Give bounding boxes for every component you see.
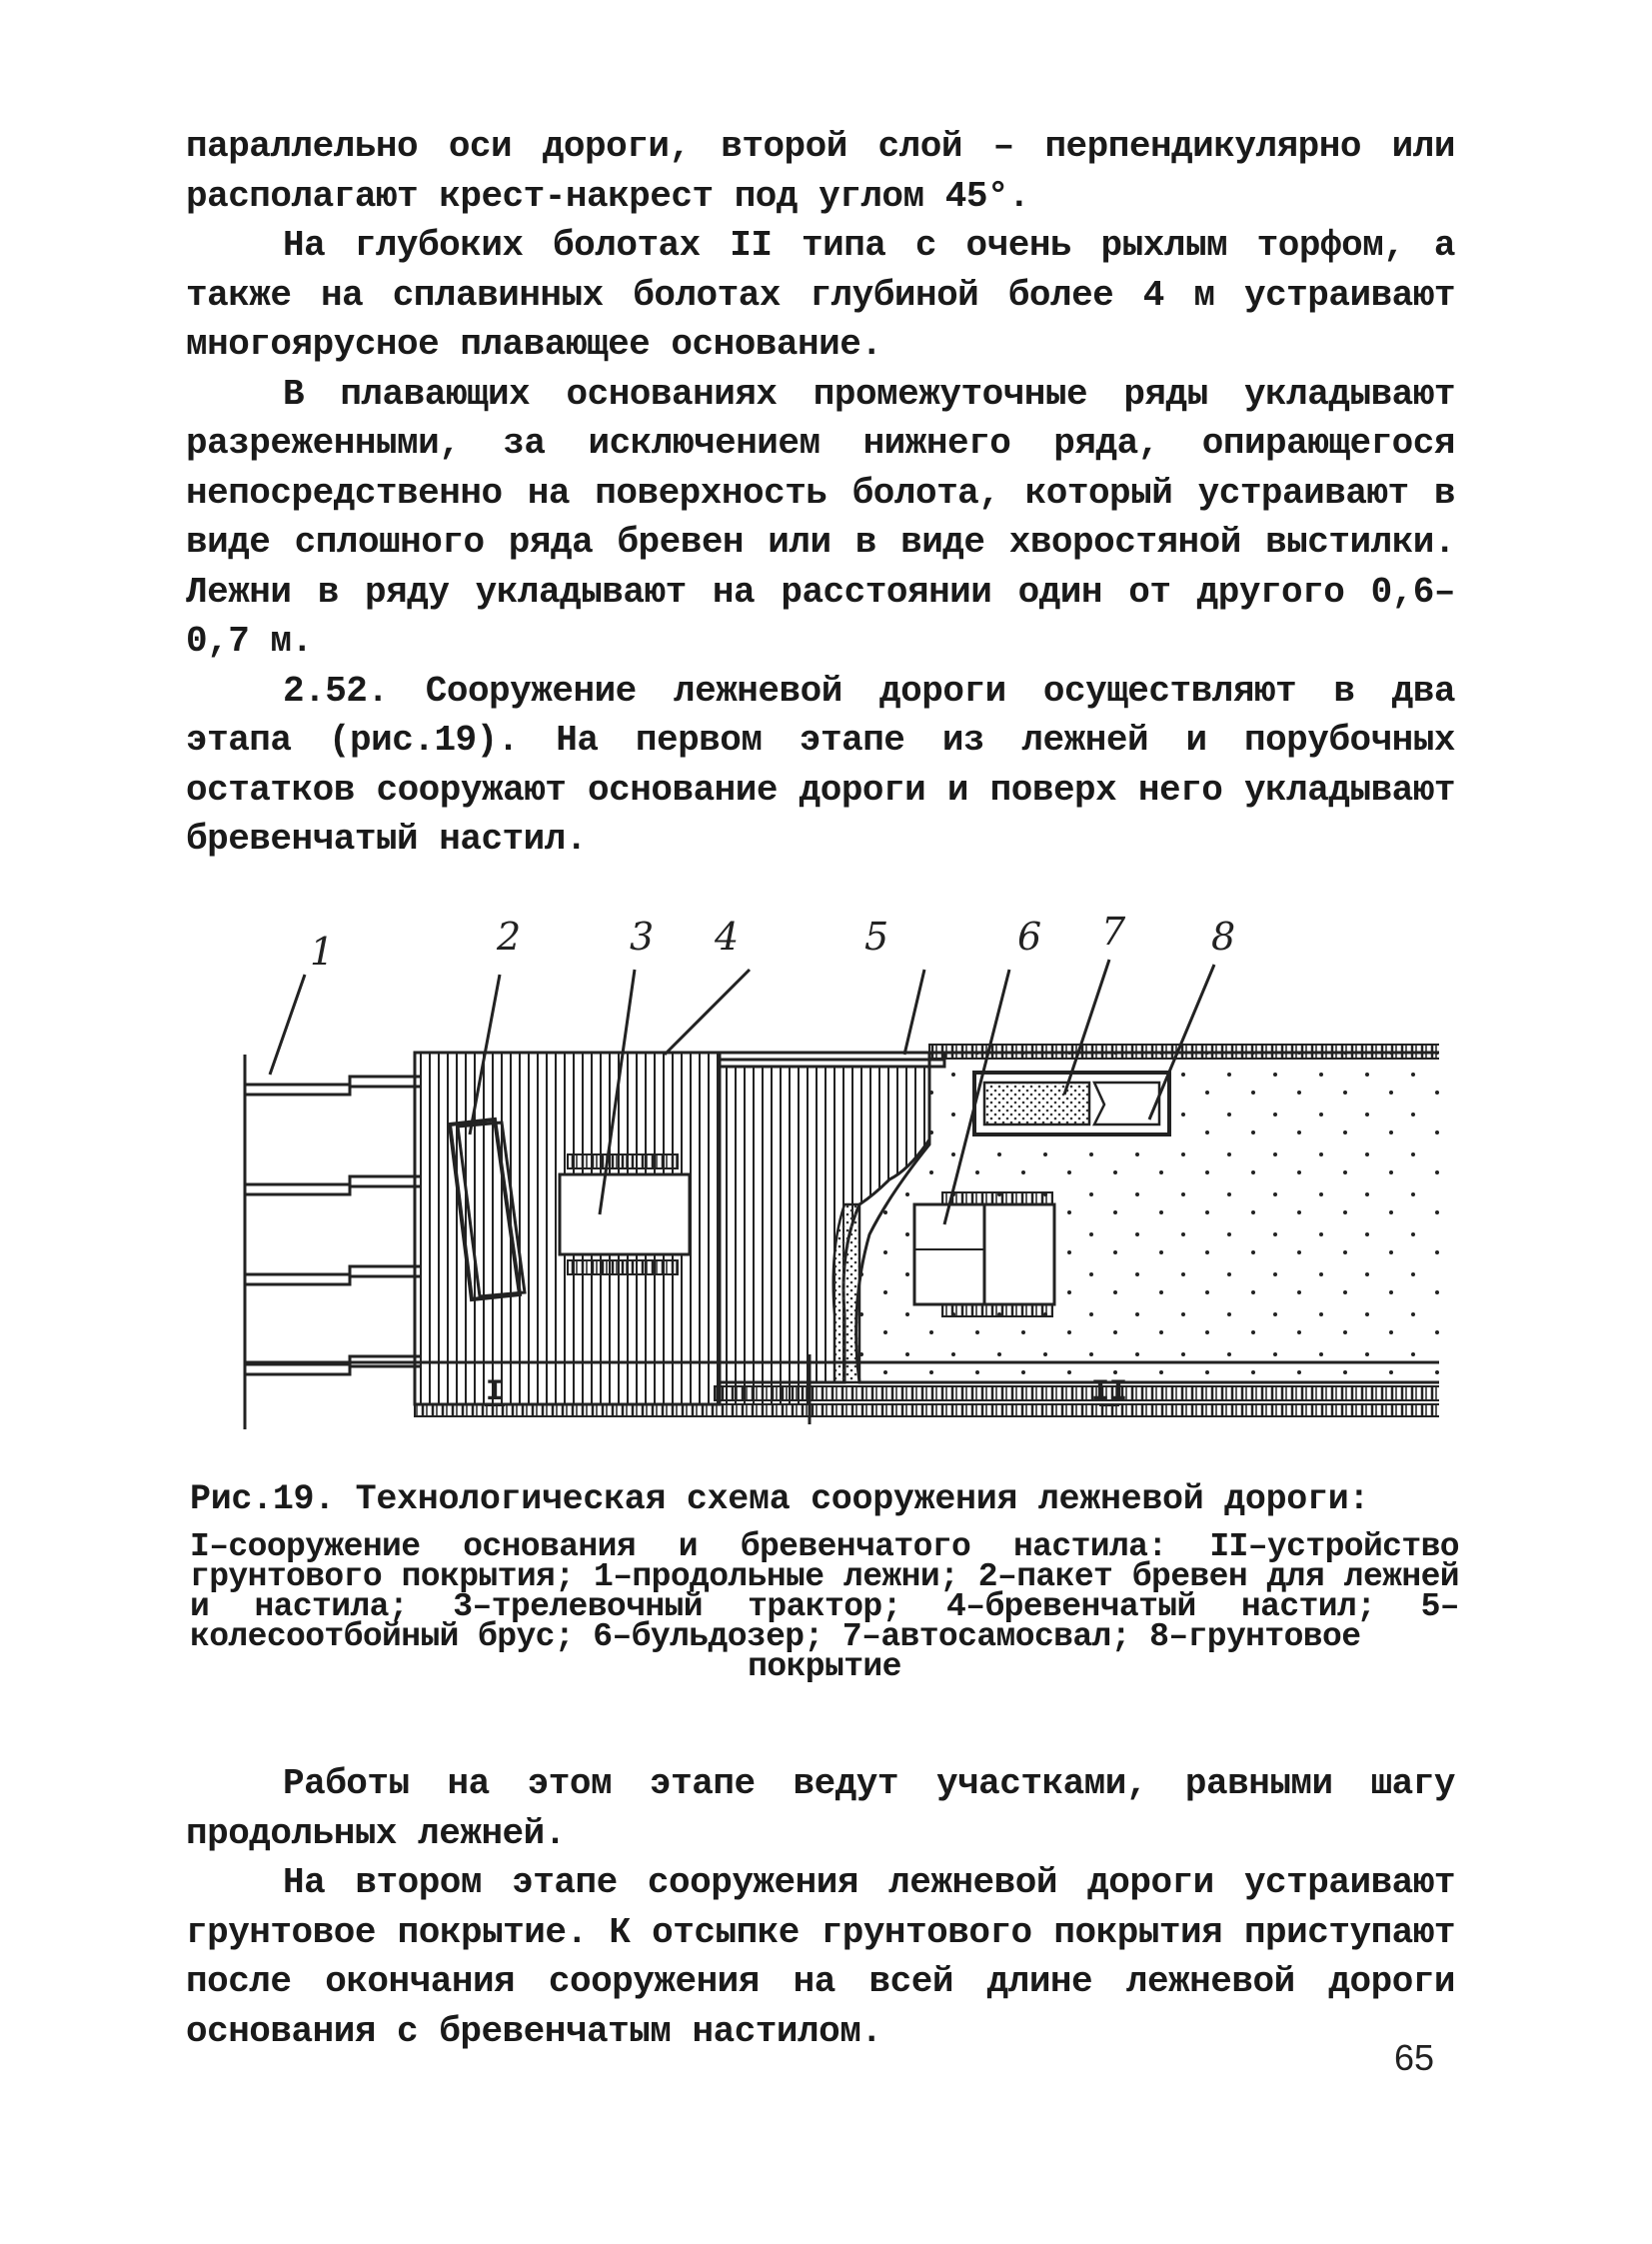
caption-legend-text: I–сооружение основания и бревенчатого настила: II–устройство грунтового покрытия; 1–продольные лежни; 2–пакет бревен для лежней и настила; 3–трелевочный трактор; 4–бревенчатый настил; 5–колесоотбойный брус; 6–бульдозер; 7–автосамосвал; 8–грунтовое <box>190 1528 1459 1655</box>
body-text-bottom <box>186 1759 1455 2056</box>
caption-legend-last: покрытие <box>748 1648 901 1685</box>
label-1: 1 <box>310 930 335 974</box>
caption-legend <box>190 1528 1459 1685</box>
bulldozer <box>914 1192 1054 1316</box>
caption-title: Рис.19. Технологическая схема сооружения лежневой дороги: <box>190 1479 1370 1519</box>
paragraph: параллельно оси дороги, второй слой – перпендикулярно или располагают крест-накрест под углом 45°. <box>186 126 1455 217</box>
figure-caption <box>190 1476 1459 1685</box>
paragraph: На глубоких болотах II типа с очень рыхлым торфом, а также на сплавинных болотах глубиной более 4 м устраивают многоярусное плавающее основание. <box>186 225 1455 365</box>
stage-1-label: I <box>485 1375 505 1409</box>
label-3: 3 <box>630 915 655 959</box>
stage-2-label: II <box>1090 1375 1128 1409</box>
page-number: 65 <box>1394 2037 1435 2078</box>
paragraph: Работы на этом этапе ведут участками, равными шагу продольных лежней. <box>186 1763 1455 1854</box>
paragraph: В плавающих основаниях промежуточные ряды укладывают разреженными, за исключением нижнего ряда, опирающегося непосредственно на поверхность болота, который устраивают в виде сплошного ряда бревен или в виде хворостяной выстилки. Лежни в ряду укладывают на расстоянии один от другого 0,6–0,7 м. <box>186 373 1455 662</box>
label-4: 4 <box>715 915 740 959</box>
label-8: 8 <box>1211 915 1236 959</box>
longitudinal-logs <box>245 1077 420 1374</box>
label-7: 7 <box>1101 910 1126 954</box>
label-2: 2 <box>497 915 522 959</box>
label-5: 5 <box>864 915 889 959</box>
body-text-top <box>186 122 1455 865</box>
paragraph: На втором этапе сооружения лежневой дороги устраивают грунтовое покрытие. К отсыпке грунтового покрытия приступают после окончания сооружения на всей длине лежневой дороги основания с бревенчатым настилом. <box>186 1862 1455 2052</box>
label-6: 6 <box>1017 915 1042 959</box>
road-construction-diagram <box>210 905 1439 1429</box>
paragraph: 2.52. Сооружение лежневой дороги осуществляют в два этапа (рис.19). На первом этапе из лежней и порубочных остатков сооружают основание дороги и поверх него укладывают бревенчатый настил. <box>186 670 1455 860</box>
dump-truck <box>974 1073 1169 1134</box>
